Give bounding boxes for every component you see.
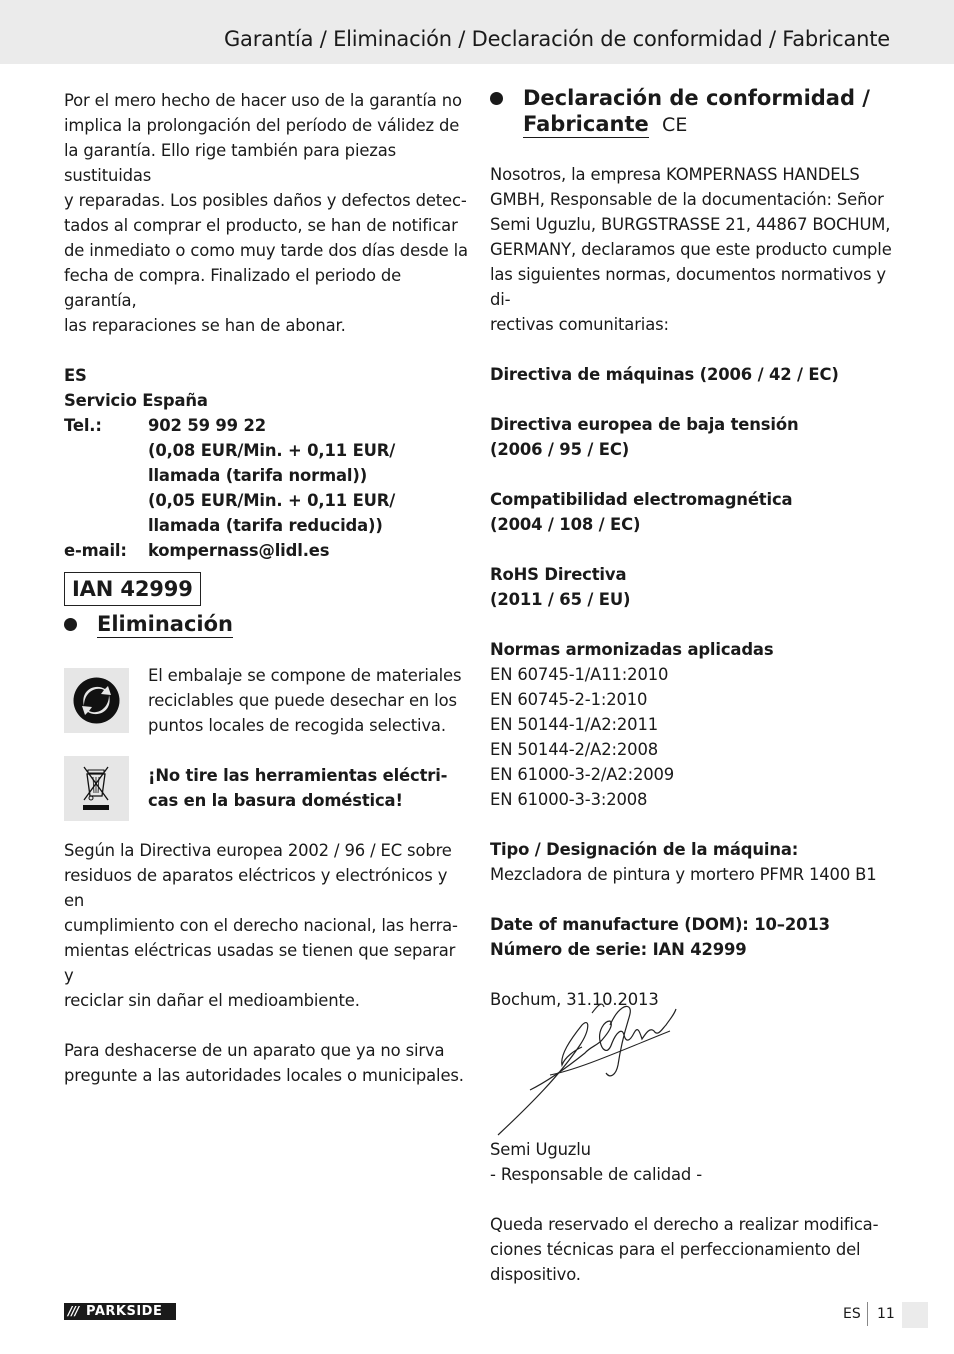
footer-divider <box>867 1302 868 1326</box>
conformity-heading-line1: Declaración de conformidad / <box>523 86 870 110</box>
tel-rate-reduced-b: llamada (tarifa reducida)) <box>148 516 383 535</box>
tel-rate-reduced-a: (0,05 EUR/Min. + 0,11 EUR/ <box>148 491 396 510</box>
footer-language: ES <box>843 1306 861 1322</box>
text-line: Para deshacerse de un aparato que ya no sirva <box>64 1041 445 1060</box>
signature-image <box>490 995 700 1140</box>
norms-heading: Normas armonizadas aplicadas <box>490 640 774 659</box>
directive-low-voltage: Directiva europea de baja tensión <box>490 415 799 434</box>
disposal-heading-text: Eliminación <box>97 612 233 636</box>
text-line: y reparadas. Los posibles daños y defectos detec- <box>64 191 467 210</box>
service-country: ES <box>64 366 87 385</box>
directive-rohs-code: (2011 / 65 / EU) <box>490 590 631 609</box>
email-value: kompernass@lidl.es <box>148 541 330 560</box>
ce-mark-icon: CE <box>662 114 688 136</box>
logo-stripes-icon: /// <box>68 1304 79 1318</box>
disposal-heading <box>64 611 233 638</box>
tel-number: 902 59 99 22 <box>148 416 266 435</box>
text-line: Nosotros, la empresa KOMPERNASS HANDELS <box>490 165 860 184</box>
place-date: Bochum, 31.10.2013 <box>490 990 659 1009</box>
norm-item: EN 50144-2/A2:2008 <box>490 740 659 759</box>
tel-rate-normal-a: (0,08 EUR/Min. + 0,11 EUR/ <box>148 441 396 460</box>
directive-emc-code: (2004 / 108 / EC) <box>490 515 641 534</box>
text-line: rectivas comunitarias: <box>490 315 669 334</box>
email-label: e-mail: <box>64 541 127 560</box>
text-line: implica la prolongación del período de válidez de <box>64 116 460 135</box>
page-title: Garantía / Eliminación / Declaración de conformidad / Fabricante <box>223 27 890 51</box>
text-line: Semi Uguzlu, BURGSTRASSE 21, 44867 BOCHUM, <box>490 215 891 234</box>
text-line: reciclables que puede desechar en los <box>148 691 457 710</box>
norm-item: EN 60745-2-1:2010 <box>490 690 648 709</box>
text-line: ¡No tire las herramientas eléctri- <box>148 766 448 785</box>
text-line: cas en la basura doméstica! <box>148 791 403 810</box>
text-line: mientas eléctricas usadas se tienen que separar y <box>64 941 456 985</box>
directive-machines: Directiva de máquinas (2006 / 42 / EC) <box>490 365 839 384</box>
tel-label: Tel.: <box>64 416 102 435</box>
text-line: las reparaciones se han de abonar. <box>64 316 346 335</box>
footer-tab <box>902 1302 928 1328</box>
conformity-heading <box>490 85 870 138</box>
text-line: Por el mero hecho de hacer uso de la garantía no <box>64 91 462 110</box>
warranty-paragraph <box>64 88 469 338</box>
recycle-icon <box>64 668 129 733</box>
text-line: dispositivo. <box>490 1265 581 1284</box>
tel-rate-normal-b: llamada (tarifa normal)) <box>148 466 368 485</box>
signer-role: - Responsable de calidad - <box>490 1165 702 1184</box>
directive-emc: Compatibilidad electromagnética <box>490 490 793 509</box>
type-label: Tipo / Designación de la máquina: <box>490 840 799 859</box>
bullet-icon <box>490 92 503 105</box>
packaging-text <box>148 663 468 738</box>
text-line: GMBH, Responsable de la documentación: Señor <box>490 190 884 209</box>
type-value: Mezcladora de pintura y mortero PFMR 1400 B1 <box>490 865 877 884</box>
text-line: puntos locales de recogida selectiva. <box>148 716 446 735</box>
left-column <box>64 88 469 606</box>
text-line: ciones técnicas para el perfeccionamiento del <box>490 1240 861 1259</box>
serial-number: Número de serie: IAN 42999 <box>490 940 747 959</box>
norm-item: EN 60745-1/A11:2010 <box>490 665 669 684</box>
directive-rohs: RoHS Directiva <box>490 565 627 584</box>
text-line: residuos de aparatos eléctricos y electrónicos y en <box>64 866 448 910</box>
bullet-icon <box>64 618 77 631</box>
norm-item: EN 61000-3-3:2008 <box>490 790 648 809</box>
text-line: El embalaje se compone de materiales <box>148 666 462 685</box>
text-line: pregunte a las autoridades locales o municipales. <box>64 1066 464 1085</box>
text-line: reciclar sin dañar el medioambiente. <box>64 991 360 1010</box>
text-line: tados al comprar el producto, se han de notificar <box>64 216 458 235</box>
text-line: la garantía. Ello rige también para piezas sustituidas <box>64 141 397 185</box>
conformity-heading-line2: Fabricante <box>523 112 649 136</box>
page-number: 11 <box>877 1306 895 1322</box>
text-line: Según la Directiva europea 2002 / 96 / EC sobre <box>64 841 452 860</box>
text-line: cumplimiento con el derecho nacional, las herra- <box>64 916 458 935</box>
norm-item: EN 50144-1/A2:2011 <box>490 715 659 734</box>
brand-logo <box>64 1303 176 1320</box>
crossed-bin-icon <box>64 756 129 821</box>
service-contact <box>64 363 469 563</box>
disposal-body <box>64 838 469 1088</box>
directive-low-voltage-code: (2006 / 95 / EC) <box>490 440 630 459</box>
date-of-manufacture: Date of manufacture (DOM): 10–2013 <box>490 915 830 934</box>
brand-name: PARKSIDE <box>86 1304 163 1319</box>
text-line: las siguientes normas, documentos normativos y di- <box>490 265 886 309</box>
text-line: de inmediato o como muy tarde dos días desde la <box>64 241 468 260</box>
text-line: GERMANY, declaramos que este producto cumple <box>490 240 892 259</box>
signer-name: Semi Uguzlu <box>490 1140 591 1159</box>
text-line: fecha de compra. Finalizado el periodo de garantía, <box>64 266 402 310</box>
ian-box: IAN 42999 <box>64 572 201 606</box>
norm-item: EN 61000-3-2/A2:2009 <box>490 765 675 784</box>
warning-text <box>148 763 468 813</box>
service-name: Servicio España <box>64 391 208 410</box>
header-bar <box>0 0 954 64</box>
text-line: Queda reservado el derecho a realizar modifica- <box>490 1215 879 1234</box>
